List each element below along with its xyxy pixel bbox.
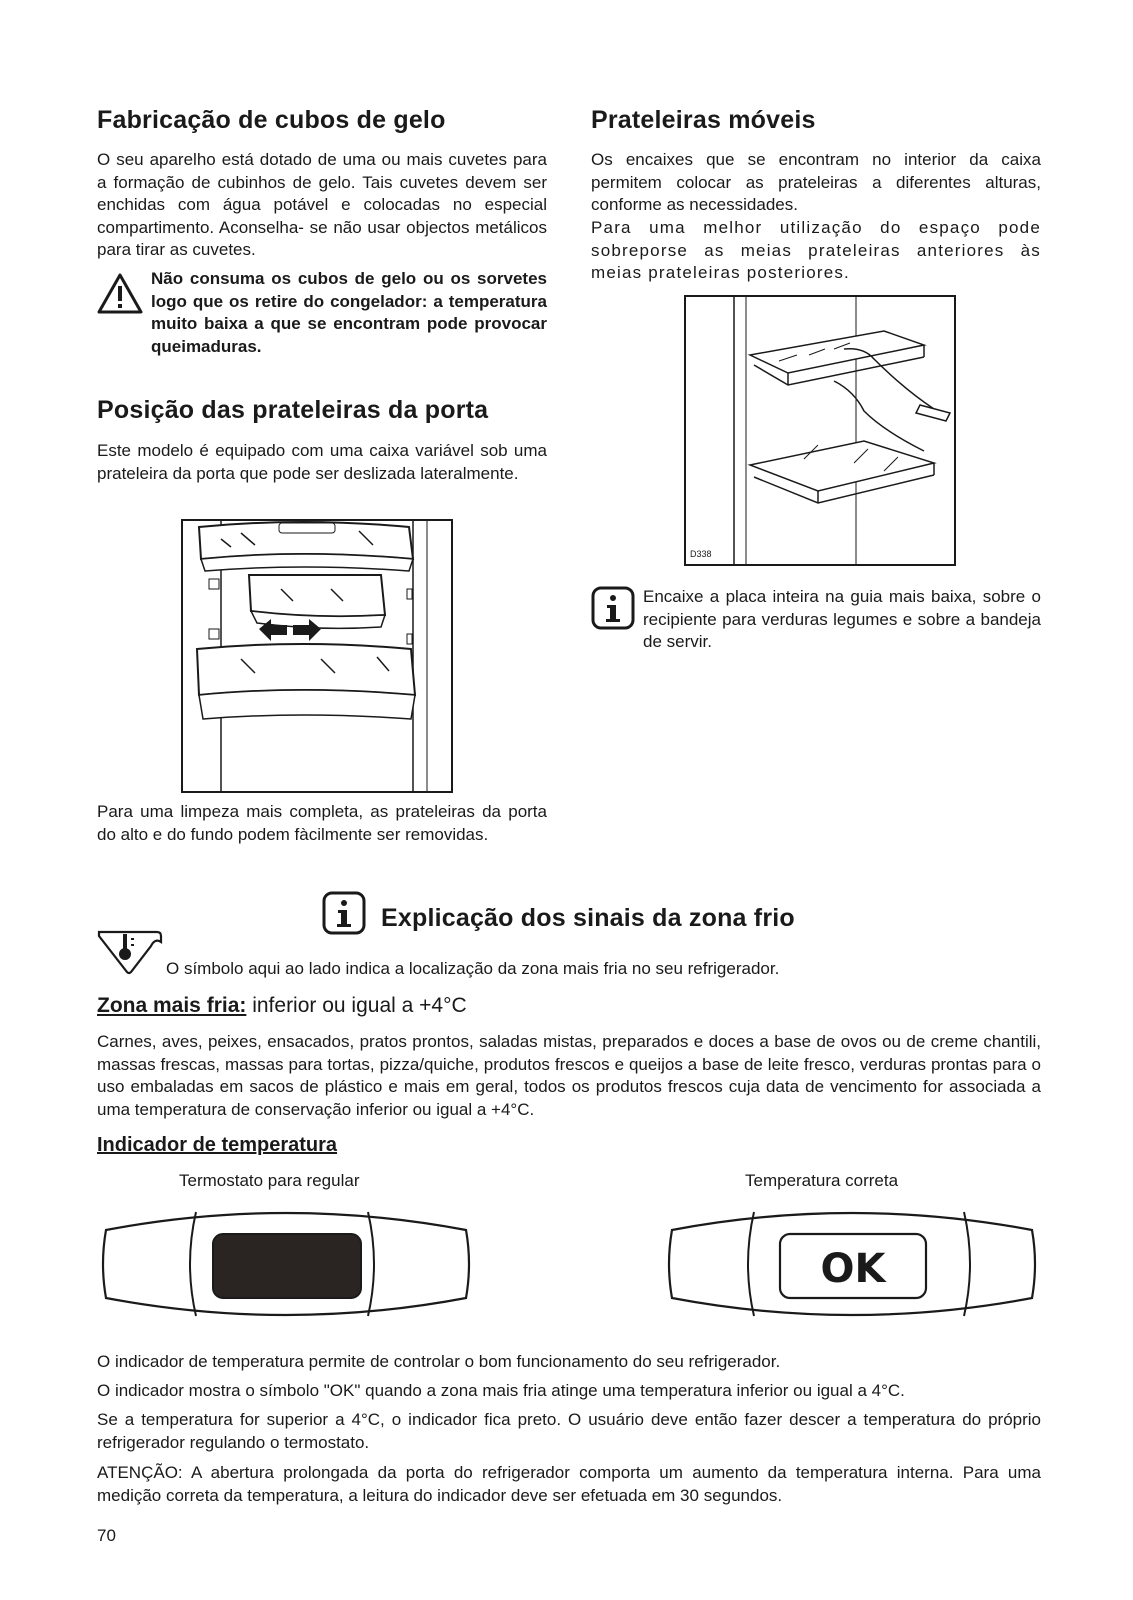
- cold-zone-heading: Explicação dos sinais da zona frio: [381, 904, 795, 932]
- shelves-heading: Prateleiras móveis: [591, 106, 816, 134]
- ice-warning: Não consuma os cubos de gelo ou os sorvetes logo que os retire do congelador: a temperatura muito baixa a que se encontram pode provocar queimaduras.: [151, 269, 547, 356]
- indicator-heading: Indicador de temperatura: [97, 1134, 338, 1156]
- shelves-body-1: Os encaixes que se encontram no interior da caixa permitem colocar as prateleiras a diferentes alturas, conforme as necessidades.: [591, 150, 1041, 215]
- info-icon: [322, 891, 366, 935]
- page-number: 70: [97, 1526, 116, 1545]
- indicator-para-3: Se a temperatura for superior a 4°C, o indicador fica preto. O usuário deve então fazer descer a temperatura do próprio refrigerador regulando o termostato.: [97, 1410, 1041, 1452]
- ice-body: O seu aparelho está dotado de uma ou mais cuvetes para a formação de cubinhos de gelo. Tais cuvetes devem ser enchidas com água potável e colocadas no especial compartimento. Aconselha- se não usar objectos metálicos para tirar as cuvetes.: [97, 150, 547, 260]
- info-icon: [591, 586, 635, 630]
- door-heading: Posição das prateleiras da porta: [97, 396, 489, 424]
- door-body: Este modelo é equipado com uma caixa variável sob uma prateleira da porta que pode ser deslizada lateralmente.: [97, 441, 547, 483]
- shelves-body-2: Para uma melhor utilização do espaço pode sobreporse as meias prateleiras anteriores às meias prateleiras posteriores.: [591, 218, 1041, 283]
- indicator-ok: [664, 1206, 1040, 1322]
- indicator-para-2: O indicador mostra o símbolo "OK" quando a zona mais fria atinge uma temperatura inferior ou igual a 4°C.: [97, 1381, 905, 1400]
- warning-triangle-icon: [97, 272, 143, 314]
- cold-zone-symbol-text: O símbolo aqui ao lado indica a localização da zona mais fria no seu refrigerador.: [166, 959, 780, 978]
- cold-zone-icon: [97, 928, 163, 976]
- indicator-para-1: O indicador de temperatura permite de controlar o bom funcionamento do seu refrigerador.: [97, 1352, 781, 1371]
- indicator-para-4: ATENÇÃO: A abertura prolongada da porta do refrigerador comporta um aumento da temperatura interna. Para uma medição correta da temperatura, a leitura do indicador deve ser efetuada em 30 segundos.: [97, 1463, 1041, 1505]
- movable-shelves-illustration: [684, 295, 956, 566]
- zone-line: [97, 994, 1041, 1018]
- door-after: Para uma limpeza mais completa, as prateleiras da porta do alto e do fundo podem fàcilmente ser removidas.: [97, 802, 547, 844]
- ok-symbol: OK: [820, 1246, 886, 1292]
- foods-text: Carnes, aves, peixes, ensacados, pratos prontos, saladas mistas, preparados e doces a base de ovos ou de creme chantili, massas frescas, massas para tortas, pizza/quiche, produtos frescos e queijos a base de leite fresco, verduras prontas para o uso embaladas em sacos de plástico e mais em geral, todos os produtos frescos cuja data de vencimento for associada a uma temperatura de conservação inferior ou igual a +4°C.: [97, 1032, 1041, 1119]
- ice-heading: Fabricação de cubos de gelo: [97, 106, 446, 134]
- info-text: Encaixe a placa inteira na guia mais baixa, sobre o recipiente para verduras legumes e sobre a bandeja de servir.: [643, 587, 1041, 652]
- indicator-label-right: Temperatura correta: [745, 1171, 899, 1190]
- indicator-label-left: Termostato para regular: [179, 1171, 360, 1190]
- zone-value: inferior ou igual a +4°C: [246, 994, 467, 1017]
- indicator-black: [98, 1206, 474, 1322]
- zone-label: Zona mais fria:: [97, 994, 247, 1017]
- door-shelf-illustration: [181, 519, 453, 793]
- figure-code: D338: [690, 549, 712, 559]
